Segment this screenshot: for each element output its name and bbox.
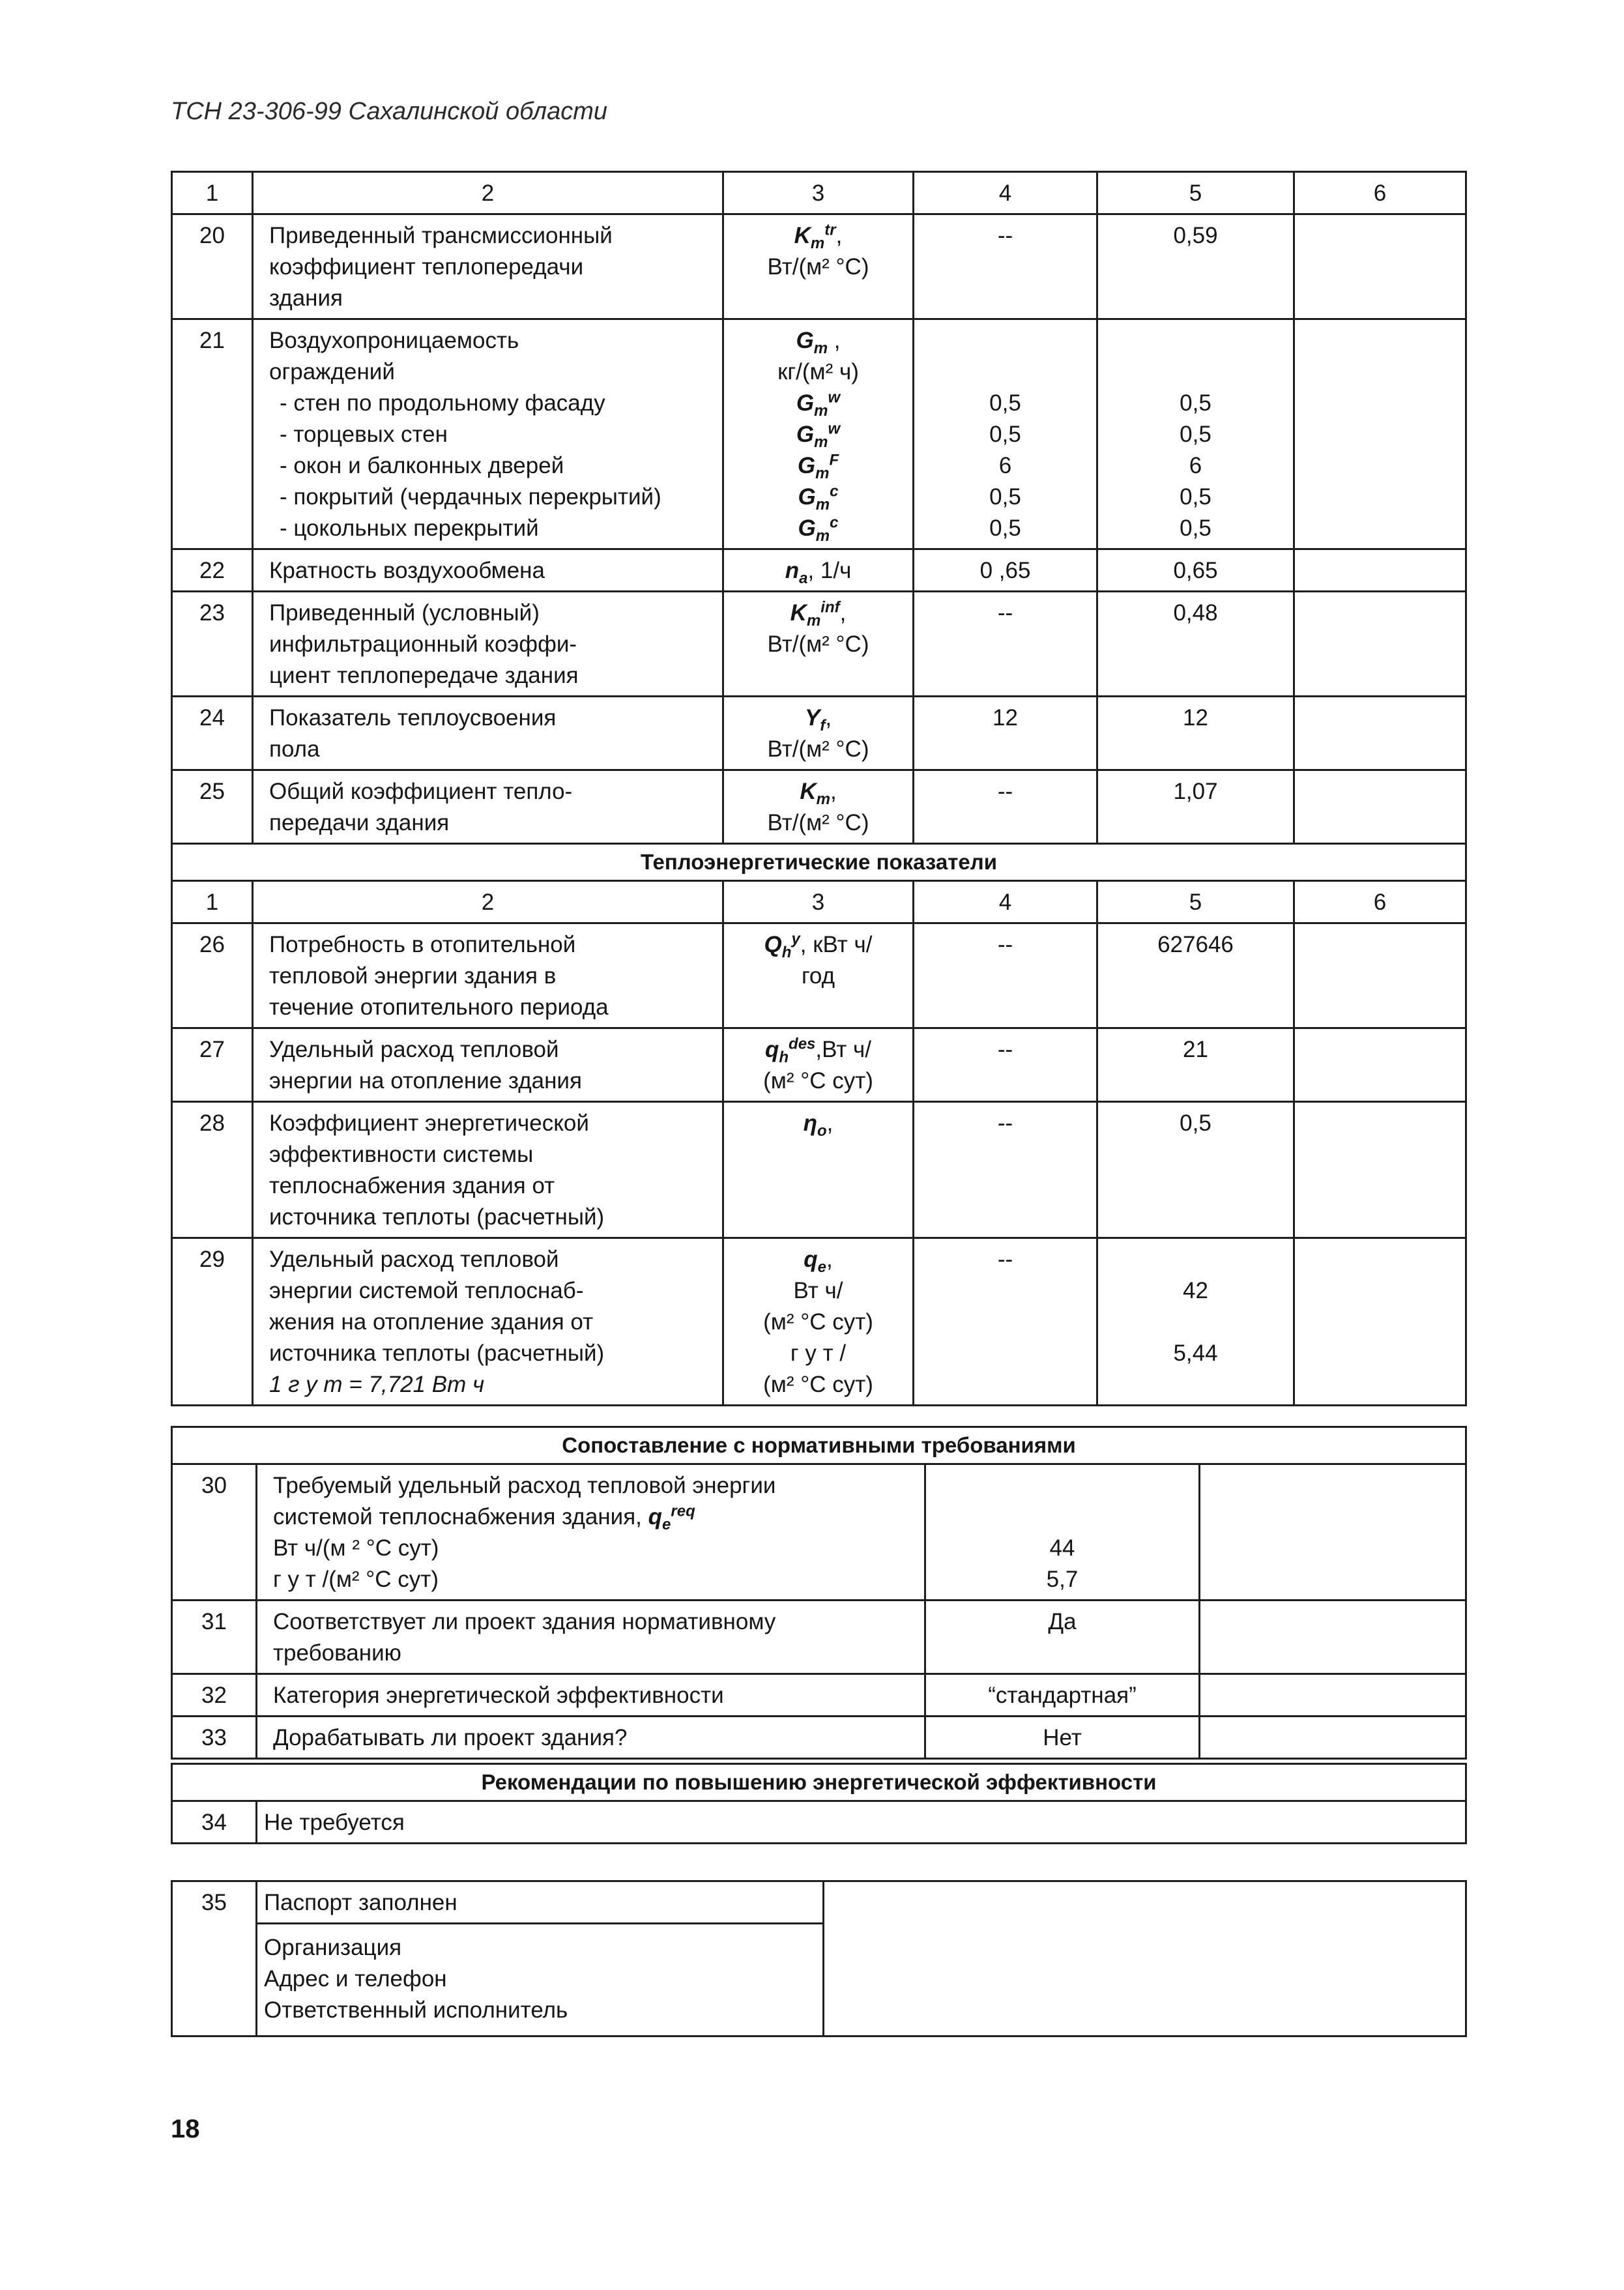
symbol-subscript: e — [817, 1258, 826, 1276]
value-line: 5,7 — [1046, 1567, 1079, 1592]
column-6-value — [1294, 1102, 1466, 1238]
column-header-row — [172, 881, 1466, 923]
column-header-3: 3 — [723, 172, 914, 214]
symbol-letter: Y — [804, 705, 820, 731]
column-5-value — [1097, 770, 1294, 844]
symbol-letter: G — [796, 328, 814, 353]
value-line: 0,48 — [1173, 600, 1218, 626]
symbol-letter: K — [800, 779, 817, 804]
empty-cell — [1200, 1717, 1466, 1759]
symbol-subscript: m — [816, 790, 830, 808]
symbol-subscript: m — [815, 465, 830, 482]
main-table-body — [172, 172, 1466, 1406]
unit-line: (м² °С сут) — [763, 1068, 873, 1094]
unit-line — [731, 419, 906, 450]
parameter-line: Соответствует ли проект здания нормативному — [273, 1609, 776, 1634]
unit-cell — [723, 592, 914, 697]
column-5-value — [1097, 214, 1294, 319]
parameter-line: Воздухопроницаемость — [269, 328, 519, 353]
value-line — [1105, 325, 1286, 356]
parameter-name — [253, 592, 723, 697]
unit-cell — [723, 697, 914, 770]
symbol-subscript: f — [820, 717, 826, 734]
parameter-line: Коэффициент энергетической — [269, 1110, 589, 1136]
symbol — [731, 220, 906, 252]
value-line: -- — [997, 932, 1013, 957]
row-number: 27 — [172, 1028, 253, 1102]
symbol-superscript: y — [791, 930, 800, 948]
required-value — [925, 1674, 1200, 1717]
recommendations-table — [171, 1763, 1467, 1844]
column-4-value — [914, 770, 1097, 844]
table-row — [172, 697, 1466, 770]
table-row — [172, 549, 1466, 592]
column-4-value — [914, 697, 1097, 770]
value-line: “стандартная” — [988, 1683, 1137, 1708]
unit-line: Вт/(м² °С) — [767, 736, 869, 762]
symbol-letter: η — [803, 1110, 817, 1136]
value-line: 0,59 — [1173, 223, 1218, 248]
unit-cell — [723, 549, 914, 592]
parameter-name — [253, 214, 723, 319]
column-5-value — [1097, 697, 1294, 770]
symbol-superscript: w — [828, 388, 841, 407]
parameter-line: ограждений — [269, 359, 395, 384]
symbol-letter: q — [804, 1247, 818, 1272]
column-6-value — [1294, 1028, 1466, 1102]
page-number: 18 — [171, 2115, 200, 2143]
symbol-letter: q — [764, 1037, 779, 1062]
value-line — [933, 1501, 1192, 1533]
row-number: 31 — [172, 1601, 257, 1674]
parameter-line: г у т /(м² °С сут) — [273, 1567, 439, 1592]
column-6-value — [1294, 1238, 1466, 1406]
column-6-value — [1294, 592, 1466, 697]
value-line: 627646 — [1157, 932, 1234, 957]
recommendations-title: Рекомендации по повышению энергетической эффективности — [172, 1764, 1466, 1801]
parameter-line: тепловой энергии здания в — [269, 963, 557, 989]
column-6-value — [1294, 697, 1466, 770]
column-header-6: 6 — [1294, 881, 1466, 923]
symbol-suffix: , — [826, 1247, 833, 1272]
parameter-name — [257, 1601, 925, 1674]
value-line — [921, 356, 1090, 388]
section-title-compare-row — [172, 1427, 1466, 1464]
value-line: 6 — [1189, 453, 1202, 478]
value-line: Да — [1048, 1609, 1077, 1634]
passport-filled-table — [171, 1880, 1467, 2037]
unit-line: Вт/(м² °С) — [767, 631, 869, 657]
unit-line — [731, 388, 906, 419]
unit-cell — [723, 770, 914, 844]
parameter-line: источника теплоты (расчетный) — [269, 1204, 605, 1230]
parameter-line: 1 г у т = 7,721 Вт ч — [269, 1372, 485, 1397]
table-row — [172, 214, 1466, 319]
parameter-line: энергии на отопление здания — [269, 1068, 582, 1094]
parameter-line: здания — [269, 285, 343, 311]
column-5-value — [1097, 592, 1294, 697]
row-number: 35 — [172, 1881, 257, 1924]
table-row — [172, 1464, 1466, 1601]
parameter-line: Требуемый удельный расход тепловой энергии — [273, 1473, 776, 1498]
parameter-line: жения на отопление здания от — [269, 1309, 594, 1335]
parameter-line: Вт ч/(м ² °С сут) — [273, 1535, 439, 1561]
symbol-letter: G — [796, 422, 815, 447]
column-4-value — [914, 549, 1097, 592]
unit-cell — [723, 319, 914, 549]
parameter-line: энергии системой теплоснаб- — [269, 1278, 584, 1303]
symbol — [731, 703, 906, 734]
document-header-title: ТСН 23-306-99 Сахалинской области — [171, 98, 608, 125]
symbol-subscript: m — [810, 235, 825, 252]
parameter-name — [253, 770, 723, 844]
value-line: 0,5 — [1180, 1110, 1211, 1136]
column-header-1: 1 — [172, 172, 253, 214]
column-6-value — [1294, 549, 1466, 592]
value-line — [1105, 356, 1286, 388]
column-6-value — [1294, 214, 1466, 319]
unit-line: кг/(м² ч) — [777, 359, 859, 384]
parameter-line: Потребность в отопительной — [269, 932, 576, 957]
value-line: -- — [997, 1110, 1013, 1136]
symbol — [731, 929, 906, 961]
parameter-name — [253, 1238, 723, 1406]
symbol-suffix: , — [830, 779, 837, 804]
unit-line: год — [801, 963, 835, 989]
passport-number-spacer — [172, 1924, 257, 2036]
row-number: 33 — [172, 1717, 257, 1759]
value-line — [1105, 1244, 1286, 1275]
column-5-value — [1097, 923, 1294, 1028]
parameter-name — [253, 1102, 723, 1238]
parameter-name — [253, 319, 723, 549]
unit-line: Вт/(м² °С) — [767, 254, 869, 280]
symbol-suffix: , — [835, 223, 843, 248]
symbol-suffix: ,Вт ч/ — [815, 1037, 872, 1062]
value-line: 0,5 — [1180, 422, 1211, 447]
parameter-line: теплоснабжения здания от — [269, 1173, 555, 1198]
symbol — [731, 1244, 906, 1275]
symbol — [731, 776, 906, 807]
row-number: 21 — [172, 319, 253, 549]
symbol-suffix: , — [839, 600, 847, 626]
column-header-4: 4 — [914, 881, 1097, 923]
value-line: 6 — [998, 453, 1012, 478]
column-header-5: 5 — [1097, 881, 1294, 923]
parameter-line: - покрытий (чердачных перекрытий) — [280, 484, 661, 510]
symbol-subscript: m — [813, 340, 828, 357]
row-number: 25 — [172, 770, 253, 844]
parameter-line: циент теплопередаче здания — [269, 663, 579, 688]
row-number: 24 — [172, 697, 253, 770]
parameter-name — [257, 1464, 925, 1601]
unit-line: (м² °С сут) — [763, 1372, 873, 1397]
row-number: 29 — [172, 1238, 253, 1406]
parameter-line: - цокольных перекрытий — [280, 515, 539, 541]
column-4-value — [914, 1102, 1097, 1238]
comparison-table-body — [172, 1427, 1466, 1759]
recommendations-text: Не требуется — [257, 1801, 1466, 1844]
unit-cell — [723, 1238, 914, 1406]
row-number: 26 — [172, 923, 253, 1028]
symbol-superscript: inf — [820, 598, 840, 616]
parameter-line: источника теплоты (расчетный) — [269, 1341, 605, 1366]
value-line: 44 — [1049, 1535, 1075, 1561]
value-line: 0,5 — [1180, 390, 1211, 416]
symbol-subscript: h — [781, 944, 792, 961]
symbol-letter: K — [790, 600, 807, 626]
symbol-subscript: m — [814, 433, 828, 451]
passport-signature-cell — [824, 1881, 1466, 2036]
value-line: 0 ,65 — [979, 558, 1031, 583]
parameter-name — [253, 549, 723, 592]
value-line — [933, 1470, 1192, 1501]
value-line: 12 — [1183, 705, 1208, 731]
symbol — [731, 1108, 906, 1139]
parameter-line: - стен по продольному фасаду — [280, 390, 605, 416]
required-value — [925, 1464, 1200, 1601]
column-header-5: 5 — [1097, 172, 1294, 214]
column-6-value — [1294, 923, 1466, 1028]
parameter-line: коэффициент теплопередачи — [269, 254, 584, 280]
unit-text: , 1/ч — [807, 558, 852, 583]
symbol-suffix: , — [826, 1110, 834, 1136]
unit-line — [731, 555, 906, 587]
symbol — [731, 1034, 906, 1065]
parameter-line: Общий коэффициент тепло- — [269, 779, 573, 804]
unit-line: Вт/(м² °С) — [767, 810, 869, 835]
parameter-name — [253, 923, 723, 1028]
unit-line: г у т / — [790, 1341, 847, 1366]
symbol-subscript: o — [817, 1122, 827, 1140]
table-row — [172, 1238, 1466, 1406]
symbol-suffix: , — [828, 328, 841, 353]
symbol-suffix: , кВт ч/ — [800, 932, 873, 957]
column-4-value — [914, 923, 1097, 1028]
symbol-suffix: , — [825, 705, 832, 731]
value-line — [1105, 1307, 1286, 1338]
symbol-superscript: des — [789, 1035, 816, 1053]
value-line: Нет — [1043, 1725, 1082, 1750]
column-6-value — [1294, 770, 1466, 844]
row-number: 23 — [172, 592, 253, 697]
parameter-line: эффективности системы — [269, 1142, 534, 1167]
unit-line — [731, 325, 906, 356]
symbol-letter: G — [796, 390, 815, 416]
symbol-letter: G — [798, 484, 816, 510]
symbol-superscript: req — [671, 1502, 695, 1520]
row-number: 20 — [172, 214, 253, 319]
value-line: 5,44 — [1173, 1341, 1218, 1366]
parameter-line: Кратность воздухообмена — [269, 558, 545, 583]
value-line: 0,5 — [1180, 484, 1211, 510]
parameter-line: Приведенный трансмиссионный — [269, 223, 613, 248]
row-number: 30 — [172, 1464, 257, 1601]
parameter-name — [257, 1717, 925, 1759]
empty-cell — [1200, 1601, 1466, 1674]
column-header-2: 2 — [253, 881, 723, 923]
table-row — [172, 923, 1466, 1028]
symbol-letter: G — [798, 515, 816, 541]
symbol-subscript: m — [815, 527, 830, 545]
parameter-line: Приведенный (условный) — [269, 600, 540, 626]
table-row — [172, 592, 1466, 697]
parameter-line: Показатель теплоусвоения — [269, 705, 557, 731]
table-row — [172, 1601, 1466, 1674]
symbol-subscript: h — [779, 1049, 789, 1066]
column-header-2: 2 — [253, 172, 723, 214]
unit-line — [731, 450, 906, 482]
column-5-value — [1097, 549, 1294, 592]
passport-field-executor: Ответственный исполнитель — [264, 1997, 568, 2023]
parameter-name — [253, 1028, 723, 1102]
value-line: 21 — [1183, 1037, 1208, 1062]
symbol-subscript: m — [806, 612, 821, 630]
section-title-compare: Сопоставление с нормативными требованиями — [172, 1427, 1466, 1464]
value-line: 1,07 — [1173, 779, 1218, 804]
required-value — [925, 1717, 1200, 1759]
table-row — [172, 770, 1466, 844]
column-4-value — [914, 319, 1097, 549]
unit-cell — [723, 1028, 914, 1102]
unit-cell — [723, 1102, 914, 1238]
passport-fields — [257, 1924, 824, 2036]
column-4-value — [914, 214, 1097, 319]
symbol-subscript: m — [815, 496, 830, 514]
parameter-line: требованию — [273, 1640, 401, 1666]
empty-cell — [1200, 1674, 1466, 1717]
column-header-3: 3 — [723, 881, 914, 923]
parameter-line: - окон и балконных дверей — [280, 453, 564, 478]
parameter-line: пола — [269, 736, 320, 762]
symbol-superscript: c — [830, 482, 839, 500]
row-number: 32 — [172, 1674, 257, 1717]
passport-table-main — [171, 171, 1467, 1406]
empty-cell — [1200, 1464, 1466, 1601]
symbol-subscript: m — [814, 402, 828, 420]
required-value — [925, 1601, 1200, 1674]
table-row — [172, 1102, 1466, 1238]
parameter-line: Удельный расход тепловой — [269, 1037, 559, 1062]
row-number: 22 — [172, 549, 253, 592]
value-line: -- — [997, 1247, 1013, 1272]
passport-field-organization: Организация — [264, 1935, 402, 1960]
column-6-value — [1294, 319, 1466, 549]
symbol-letter: Q — [764, 932, 782, 957]
symbol-superscript: tr — [824, 221, 836, 239]
parameter-line: инфильтрационный коэффи- — [269, 631, 577, 657]
unit-line: Вт ч/ — [793, 1278, 843, 1303]
row-number: 34 — [172, 1801, 257, 1844]
parameter-line: Дорабатывать ли проект здания? — [273, 1725, 628, 1750]
section-title-energy: Теплоэнергетические показатели — [172, 844, 1466, 881]
value-line: 0,5 — [989, 515, 1021, 541]
symbol-subscript: e — [662, 1516, 671, 1533]
value-line: 0,5 — [989, 390, 1021, 416]
symbol — [731, 598, 906, 629]
value-line — [921, 325, 1090, 356]
parameter-line: течение отопительного периода — [269, 994, 609, 1020]
column-header-1: 1 — [172, 881, 253, 923]
table-row — [172, 1028, 1466, 1102]
section-title-energy-row — [172, 844, 1466, 881]
unit-cell — [723, 923, 914, 1028]
column-4-value — [914, 592, 1097, 697]
comparison-table — [171, 1426, 1467, 1760]
value-line: 0,5 — [1180, 515, 1211, 541]
value-line: 12 — [993, 705, 1018, 731]
column-header-row — [172, 172, 1466, 214]
unit-line — [731, 482, 906, 513]
parameter-line: Удельный расход тепловой — [269, 1247, 559, 1272]
column-header-4: 4 — [914, 172, 1097, 214]
column-5-value — [1097, 1102, 1294, 1238]
parameter-name — [253, 697, 723, 770]
column-5-value — [1097, 1028, 1294, 1102]
column-5-value — [1097, 319, 1294, 549]
parameter-line: передачи здания — [269, 810, 450, 835]
unit-line — [731, 513, 906, 544]
parameter-line: - торцевых стен — [280, 422, 448, 447]
table-row — [172, 1717, 1466, 1759]
parameter-line — [273, 1501, 918, 1533]
table-row — [172, 319, 1466, 549]
value-line: 0,5 — [989, 484, 1021, 510]
symbol-letter: q — [648, 1504, 663, 1529]
parameter-line: Категория энергетической эффективности — [273, 1683, 724, 1708]
symbol-letter: K — [794, 223, 811, 248]
symbol-subscript: a — [799, 570, 808, 587]
value-line: 42 — [1183, 1278, 1208, 1303]
symbol-superscript: F — [829, 451, 839, 469]
symbol-letter: G — [797, 453, 816, 478]
symbol-superscript: w — [828, 420, 841, 438]
passport-filled-label: Паспорт заполнен — [257, 1881, 824, 1924]
column-4-value — [914, 1238, 1097, 1406]
table-row — [172, 1674, 1466, 1717]
symbol-superscript: c — [830, 514, 839, 532]
value-line: -- — [997, 600, 1013, 626]
parameter-text: системой теплоснабжения здания, — [273, 1504, 648, 1529]
parameter-name — [257, 1674, 925, 1717]
column-5-value — [1097, 1238, 1294, 1406]
value-line: -- — [997, 779, 1013, 804]
value-line: -- — [997, 1037, 1013, 1062]
value-line: 0,65 — [1173, 558, 1218, 583]
column-header-6: 6 — [1294, 172, 1466, 214]
symbol-letter: n — [785, 558, 800, 583]
value-line: -- — [997, 223, 1013, 248]
value-line: 0,5 — [989, 422, 1021, 447]
column-4-value — [914, 1028, 1097, 1102]
unit-line: (м² °С сут) — [763, 1309, 873, 1335]
passport-field-address: Адрес и телефон — [264, 1966, 447, 1992]
unit-cell — [723, 214, 914, 319]
row-number: 28 — [172, 1102, 253, 1238]
